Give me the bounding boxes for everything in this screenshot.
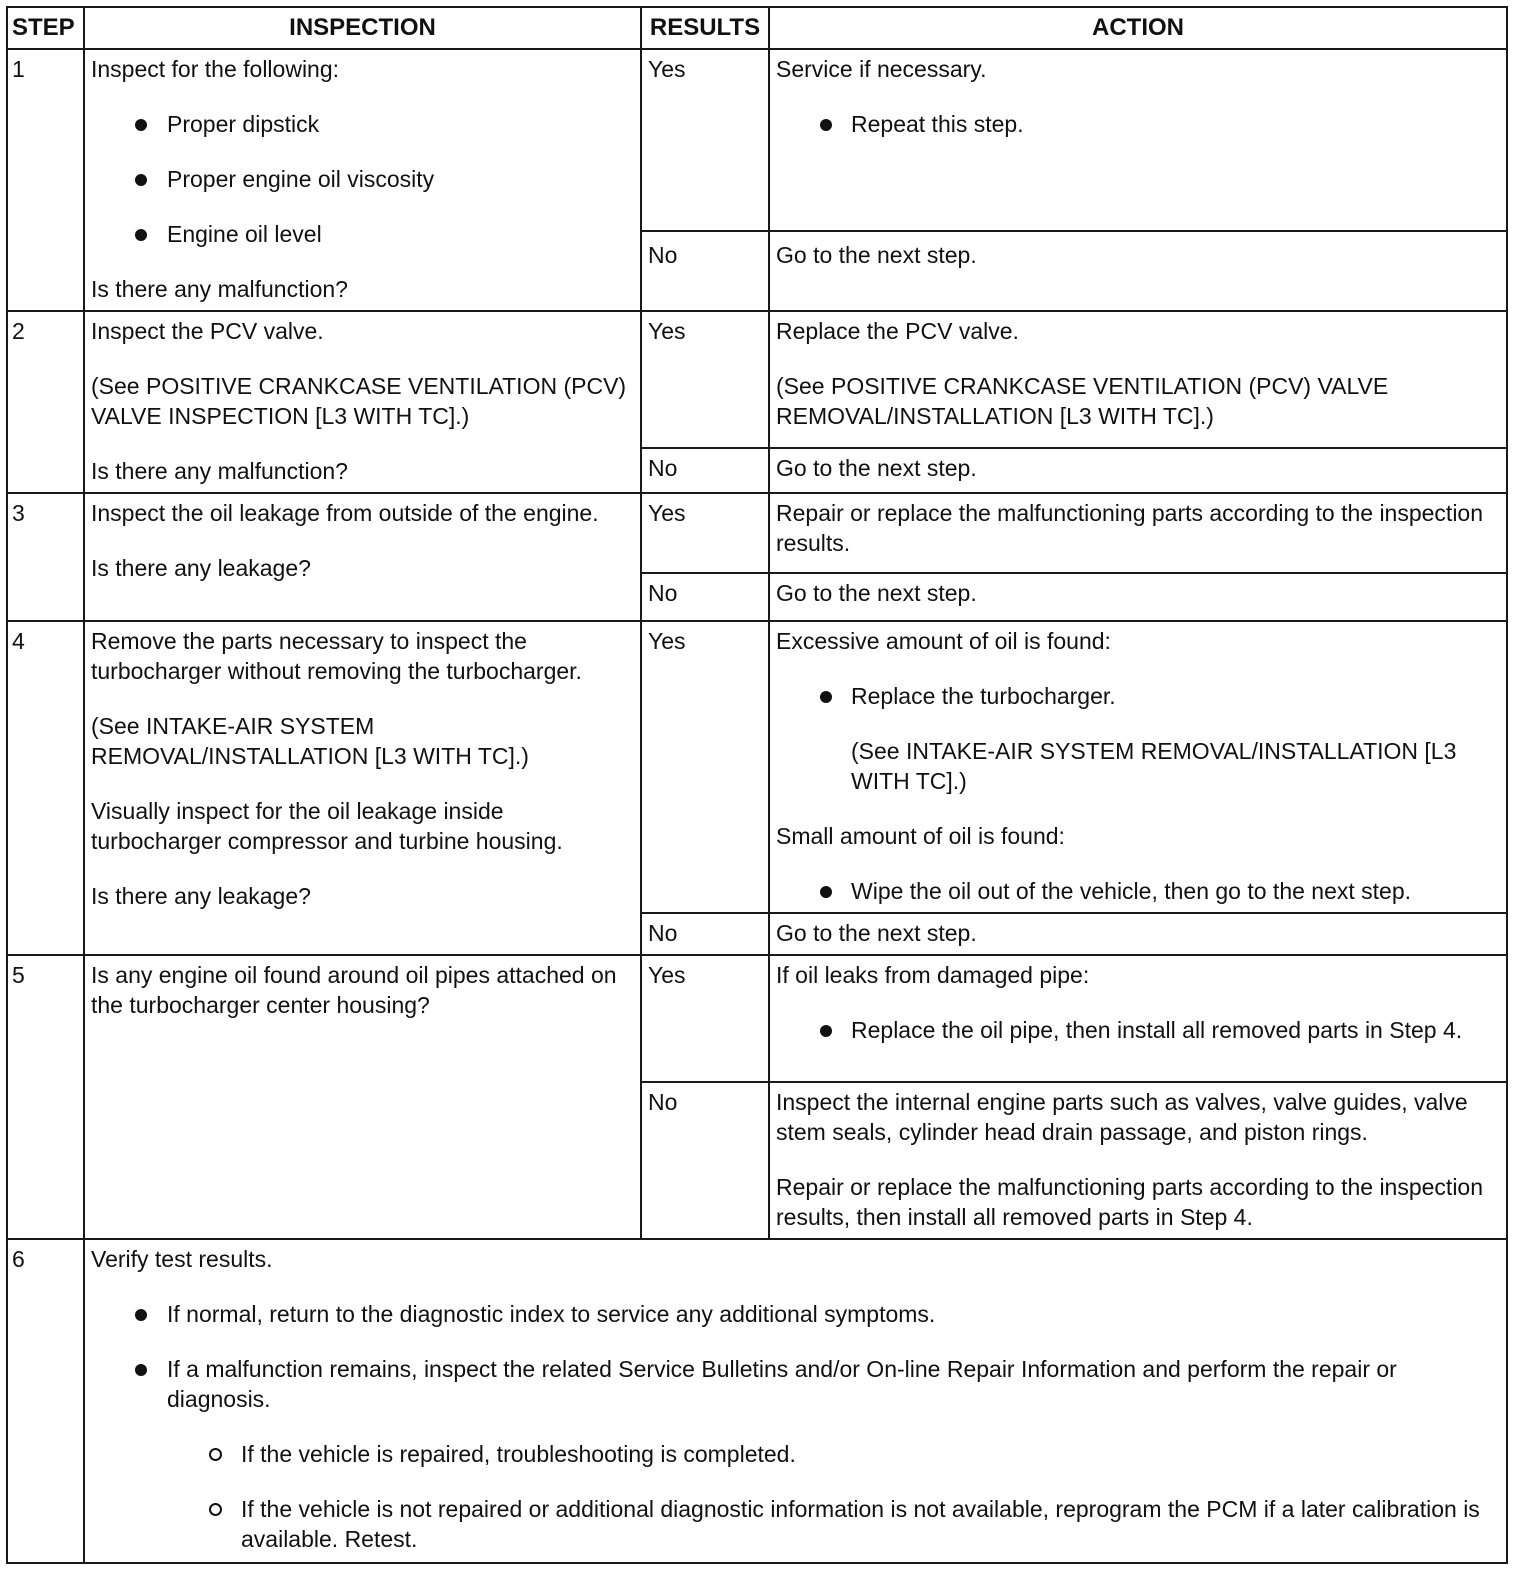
- troubleshooting-table: [6, 6, 1508, 1564]
- result-yes: Yes: [641, 311, 769, 448]
- step-number: 2: [7, 311, 84, 493]
- result-no: No: [641, 573, 769, 621]
- result-no: No: [641, 913, 769, 955]
- verify-cell: [84, 1239, 1507, 1563]
- inspection-question: Is there any malfunction?: [91, 458, 348, 484]
- result-yes: Yes: [641, 493, 769, 573]
- inspection-question: Is there any leakage?: [91, 555, 311, 581]
- action-cell: Go to the next step.: [769, 573, 1507, 621]
- action-reference: (See POSITIVE CRANKCASE VENTILATION (PCV) VALVE REMOVAL/INSTALLATION [L3 WITH TC].): [776, 373, 1389, 429]
- result-yes: Yes: [641, 49, 769, 231]
- inspection-cell: [84, 493, 641, 621]
- action-text: Small amount of oil is found:: [776, 823, 1065, 849]
- action-cell: [769, 955, 1507, 1082]
- header-results: RESULTS: [641, 7, 769, 49]
- inspection-cell: [84, 311, 641, 493]
- action-text: Service if necessary.: [776, 56, 987, 82]
- header-inspection: INSPECTION: [84, 7, 641, 49]
- result-no: No: [641, 1082, 769, 1239]
- result-no: No: [641, 231, 769, 311]
- action-list: [776, 681, 1501, 711]
- inspection-text: Inspect the oil leakage from outside of the engine.: [91, 500, 599, 526]
- list-item: If normal, return to the diagnostic index to service any additional symptoms.: [91, 1299, 1501, 1329]
- inspection-reference: (See INTAKE-AIR SYSTEM REMOVAL/INSTALLATION [L3 WITH TC].): [91, 713, 529, 769]
- list-item: If the vehicle is repaired, troubleshooting is completed.: [91, 1439, 1501, 1469]
- action-list: [776, 876, 1501, 906]
- table-row: [7, 955, 1507, 1082]
- inspection-reference: (See POSITIVE CRANKCASE VENTILATION (PCV) VALVE INSPECTION [L3 WITH TC].): [91, 373, 627, 429]
- header-step: STEP: [7, 7, 84, 49]
- list-item: If a malfunction remains, inspect the related Service Bulletins and/or On-line Repair Information and perform the repair or diagnosis.: [91, 1354, 1501, 1414]
- action-text: Repair or replace the malfunctioning parts according to the inspection results, then install all removed parts in Step 4.: [776, 1174, 1484, 1230]
- inspection-question: Is there any malfunction?: [91, 276, 348, 302]
- action-cell: Repair or replace the malfunctioning parts according to the inspection results.: [769, 493, 1507, 573]
- action-cell: Go to the next step.: [769, 913, 1507, 955]
- action-cell: [769, 311, 1507, 448]
- table-row: [7, 311, 1507, 448]
- result-yes: Yes: [641, 621, 769, 913]
- action-reference: (See INTAKE-AIR SYSTEM REMOVAL/INSTALLATION [L3 WITH TC].): [851, 738, 1457, 794]
- result-no: No: [641, 448, 769, 493]
- list-item: Wipe the oil out of the vehicle, then go to the next step.: [776, 876, 1501, 906]
- inspection-cell: [84, 49, 641, 311]
- action-cell: [769, 1082, 1507, 1239]
- table-row: [7, 621, 1507, 913]
- action-text: Excessive amount of oil is found:: [776, 628, 1111, 654]
- list-item: Proper dipstick: [91, 109, 635, 139]
- inspection-text: Verify test results.: [91, 1246, 273, 1272]
- table-row: [7, 493, 1507, 573]
- step-number: 4: [7, 621, 84, 955]
- action-list: [776, 109, 1501, 139]
- list-item: Repeat this step.: [776, 109, 1501, 139]
- inspection-list: [91, 109, 635, 249]
- inspection-detail: Visually inspect for the oil leakage inside turbocharger compressor and turbine housing.: [91, 798, 563, 854]
- inspection-text: Remove the parts necessary to inspect the turbocharger without removing the turbocharger.: [91, 628, 582, 684]
- step-number: 5: [7, 955, 84, 1239]
- action-text: Replace the PCV valve.: [776, 318, 1019, 344]
- inspection-cell: Is any engine oil found around oil pipes attached on the turbocharger center housing?: [84, 955, 641, 1239]
- step-number: 6: [7, 1239, 84, 1563]
- verify-list: [91, 1299, 1501, 1414]
- inspection-question: Is there any leakage?: [91, 883, 311, 909]
- list-item: Proper engine oil viscosity: [91, 164, 635, 194]
- header-action: ACTION: [769, 7, 1507, 49]
- inspection-text: Inspect for the following:: [91, 56, 340, 82]
- action-cell: [769, 621, 1507, 913]
- list-item: Replace the turbocharger.: [776, 681, 1501, 711]
- table-row: [7, 1239, 1507, 1563]
- action-cell: Go to the next step.: [769, 448, 1507, 493]
- action-text: If oil leaks from damaged pipe:: [776, 962, 1090, 988]
- action-cell: Go to the next step.: [769, 231, 1507, 311]
- action-cell: [769, 49, 1507, 231]
- verify-sub-list: [91, 1439, 1501, 1554]
- action-list: [776, 1015, 1501, 1045]
- step-number: 1: [7, 49, 84, 311]
- action-text: Inspect the internal engine parts such as valves, valve guides, valve stem seals, cylinder head drain passage, and piston rings.: [776, 1089, 1468, 1145]
- step-number: 3: [7, 493, 84, 621]
- list-item: Replace the oil pipe, then install all removed parts in Step 4.: [776, 1015, 1501, 1045]
- header-row: [7, 7, 1507, 49]
- table-row: [7, 49, 1507, 231]
- inspection-cell: [84, 621, 641, 955]
- list-item: Engine oil level: [91, 219, 635, 249]
- inspection-text: Inspect the PCV valve.: [91, 318, 324, 344]
- result-yes: Yes: [641, 955, 769, 1082]
- list-item: If the vehicle is not repaired or additional diagnostic information is not available, reprogram the PCM if a later calibration is available. Retest.: [91, 1494, 1501, 1554]
